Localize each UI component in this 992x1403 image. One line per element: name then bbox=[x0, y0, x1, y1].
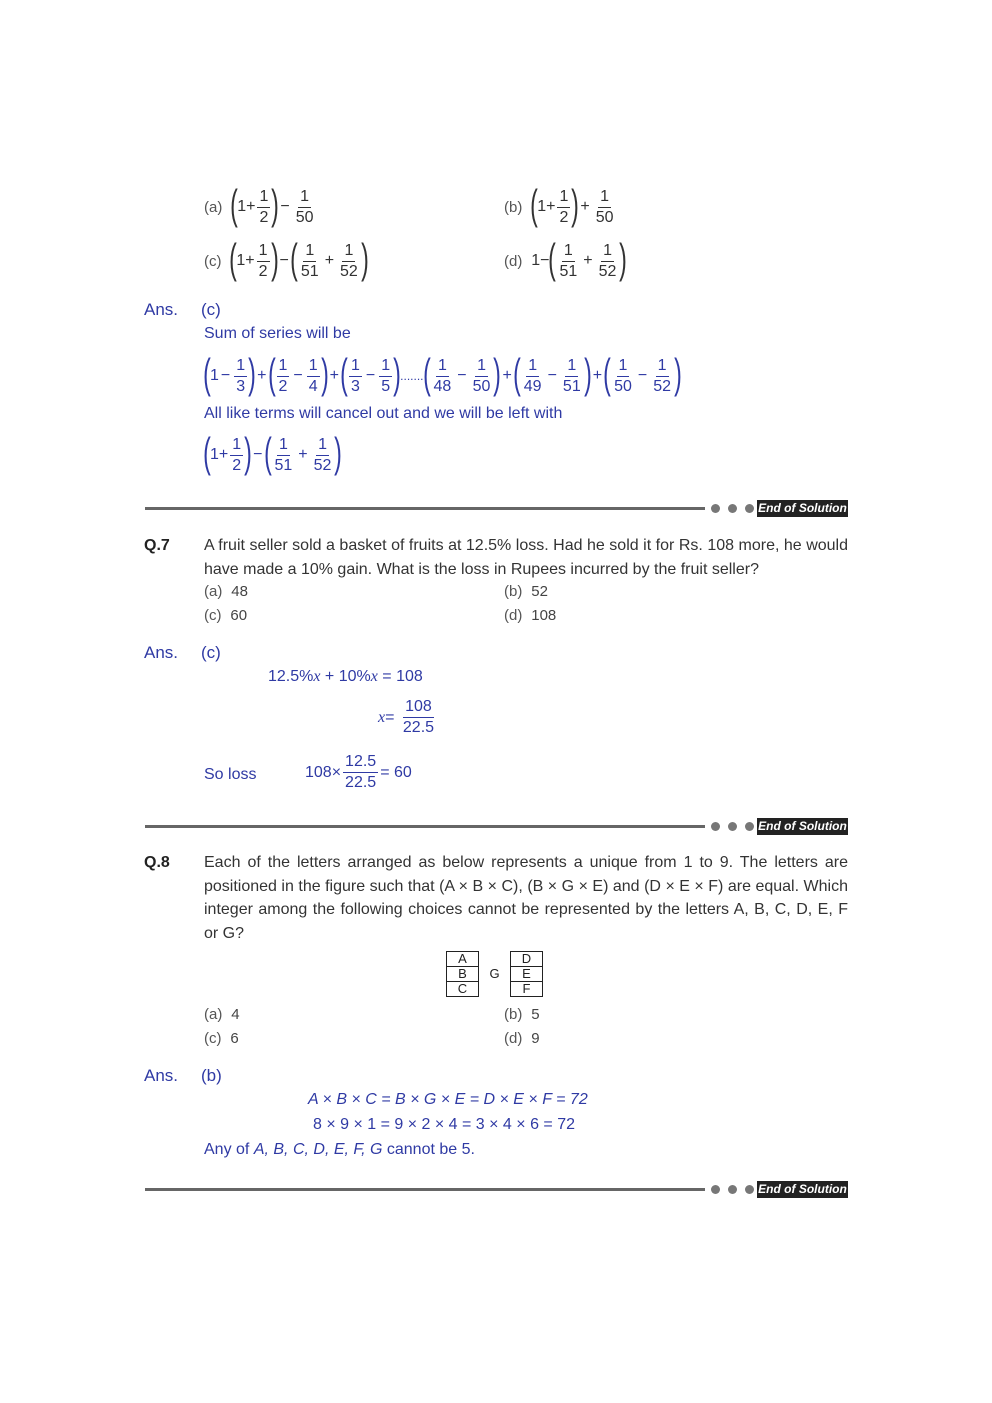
fig-cell-g: G bbox=[489, 966, 500, 981]
q6-solution-line2: All like terms will cancel out and we will be left with bbox=[204, 405, 563, 422]
fig-cell-a: A bbox=[447, 952, 479, 967]
q7-number: Q.7 bbox=[144, 537, 170, 554]
q6-option-d: (d) 1− ( $\frac{1}{51}$ + $\frac{1}{52}$ ) bbox=[504, 235, 628, 282]
fig-cell-f: F bbox=[511, 982, 543, 997]
option-label: (a) bbox=[204, 198, 223, 216]
q8-answer-label: Ans. bbox=[144, 1066, 179, 1085]
q8-answer: (b) bbox=[201, 1066, 222, 1085]
end-of-solution-tag: End of Solution bbox=[758, 501, 847, 515]
q6-series: ( 1 − $\frac{1}{3}$ ) + ( $\frac{1}{2}$ − $\frac{1}{4}$ ) + ( $\frac{1}{3}$ − $\frac{1}{5}$ ) ....... ( $\frac{1}{48}$ − $\frac{1}{50}$ ) + ( $\frac{1}{49}$ − $\frac{1}{51}$ ) + ( $\frac{1}{50}$ − $\frac{1}{52}$ ) bbox=[203, 350, 682, 397]
q8-letter-figure bbox=[446, 951, 543, 997]
option-label: (b) bbox=[504, 198, 523, 216]
q7-equation-1: 12.5%x + 10%x = 108 bbox=[268, 668, 423, 685]
q6-result: ( 1+ $\frac{1}{2}$ ) − ( $\frac{1}{51}$ + $\frac{1}{52}$ ) bbox=[203, 429, 343, 476]
q6-option-b: (b) ( 1+ $\frac{1}{2}$ ) + $\frac{1}{50}$ bbox=[504, 181, 614, 228]
q7-text: A fruit seller sold a basket of fruits at 12.5% loss. Had he sold it for Rs. 108 more, he would have made a 10% gain. What is the loss in Rupees incurred by the fruit seller? bbox=[204, 537, 848, 578]
q6-answer: (c) bbox=[201, 300, 221, 319]
q7-option-a: (a) 48 bbox=[204, 583, 248, 600]
q6-option-c: (c) ( 1+ $\frac{1}{2}$ ) − ( $\frac{1}{51}$ + $\frac{1}{52}$ ) bbox=[204, 235, 369, 282]
fig-cell-c: C bbox=[447, 982, 479, 997]
end-of-solution-dots bbox=[711, 822, 754, 831]
end-of-solution-dots bbox=[711, 1185, 754, 1194]
end-of-solution-rule bbox=[145, 1188, 705, 1191]
q6-solution-line1: Sum of series will be bbox=[204, 325, 351, 342]
end-of-solution-rule bbox=[145, 507, 705, 510]
q8-option-c: (c) 6 bbox=[204, 1030, 239, 1047]
q7-answer-label: Ans. bbox=[144, 643, 179, 662]
q8-option-b: (b) 5 bbox=[504, 1006, 540, 1023]
end-of-solution-rule bbox=[145, 825, 705, 828]
q7-option-b: (b) 52 bbox=[504, 583, 548, 600]
q8-solution-line2: 8 × 9 × 1 = 9 × 2 × 4 = 3 × 4 × 6 = 72 bbox=[313, 1116, 575, 1133]
q6-option-a: (a) ( 1+ $\frac{1}{2}$ ) − $\frac{1}{50}$ bbox=[204, 181, 314, 228]
q7-loss-label: So loss bbox=[204, 766, 257, 783]
end-of-solution-tag: End of Solution bbox=[758, 819, 847, 833]
end-of-solution-tag: End of Solution bbox=[758, 1182, 847, 1196]
q7-option-c: (c) 60 bbox=[204, 607, 248, 624]
q6-answer-label: Ans. bbox=[144, 300, 179, 319]
q7-loss-equation: 108× $\frac{12.5}{22.5}$ = 60 bbox=[305, 753, 412, 791]
q8-option-a: (a) 4 bbox=[204, 1006, 240, 1023]
q8-option-d: (d) 9 bbox=[504, 1030, 540, 1047]
q8-number: Q.8 bbox=[144, 854, 170, 871]
q8-solution-line1: A × B × C = B × G × E = D × E × F = 72 bbox=[308, 1091, 588, 1108]
end-of-solution-dots bbox=[711, 504, 754, 513]
q7-equation-2: x = $\frac{108}{22.5}$ bbox=[378, 698, 435, 736]
fig-cell-d: D bbox=[511, 952, 543, 967]
fig-cell-b: B bbox=[447, 967, 479, 982]
option-label: (c) bbox=[204, 252, 222, 270]
q7-answer: (c) bbox=[201, 643, 221, 662]
q8-solution-line3: Any of A, B, C, D, E, F, G cannot be 5. bbox=[204, 1141, 475, 1158]
option-label: (d) bbox=[504, 252, 523, 270]
q8-text: Each of the letters arranged as below represents a unique from 1 to 9. The letters are positioned in the figure such that (A × B × C), (B × G × E) and (D × E × F) are equal. Which integer among the following choices cannot be represented by the letters A, B, C, D, E, F or G? bbox=[204, 854, 848, 942]
q7-option-d: (d) 108 bbox=[504, 607, 557, 624]
fig-cell-e: E bbox=[511, 967, 543, 982]
